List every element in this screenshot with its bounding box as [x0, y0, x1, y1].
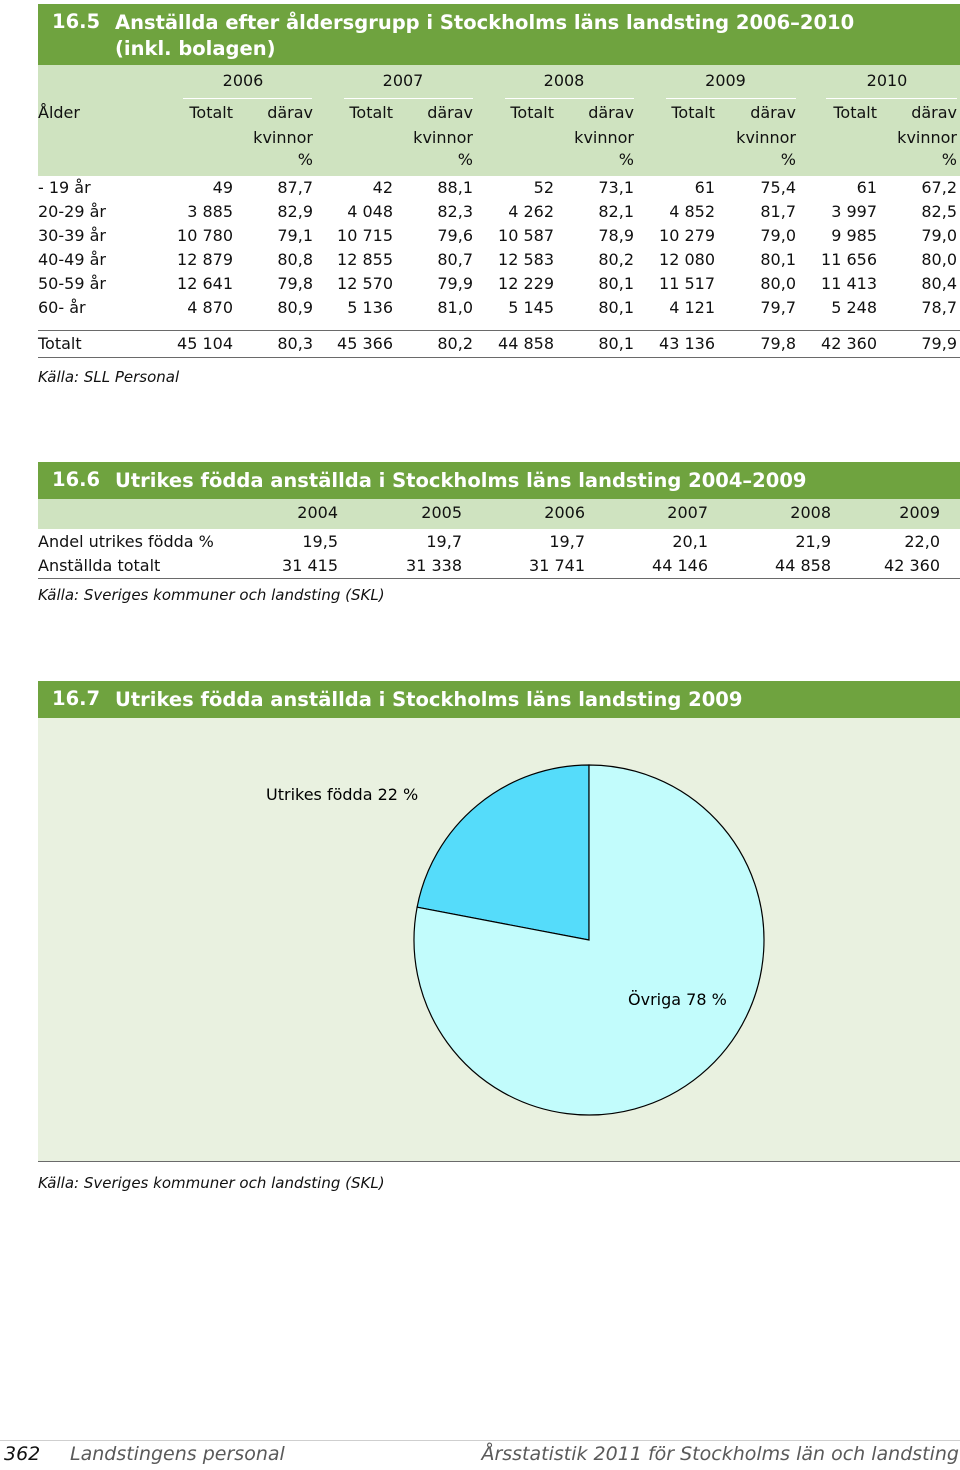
- row-age-label: - 19 år: [38, 178, 91, 197]
- table-cell: 31 741: [529, 556, 585, 575]
- year-header: 2005: [421, 503, 462, 522]
- table-cell: 12 855: [337, 250, 393, 269]
- pie-chart: [38, 718, 960, 1161]
- women-column-header: därav: [911, 103, 957, 122]
- row-age-label: 20-29 år: [38, 202, 106, 221]
- table-cell: 80,1: [598, 274, 634, 293]
- footer-right-text: Årsstatistik 2011 för Stockholms län och landsting: [481, 1443, 959, 1465]
- year-underline: [826, 98, 957, 99]
- women-column-header: därav: [267, 103, 313, 122]
- table-cell: 81,0: [437, 298, 473, 317]
- total-top-rule: [38, 330, 960, 331]
- total-bottom-rule: [38, 357, 960, 358]
- table-16-6-source: Källa: Sveriges kommuner och landsting (SKL): [38, 586, 385, 604]
- table-16-5-source: Källa: SLL Personal: [38, 368, 180, 386]
- women-column-header: därav: [588, 103, 634, 122]
- row-age-label: 60- år: [38, 298, 86, 317]
- total-row-label: Totalt: [38, 334, 82, 353]
- table-cell: 11 656: [821, 250, 877, 269]
- table-cell: 3 997: [831, 202, 877, 221]
- table-cell: 19,7: [549, 532, 585, 551]
- table-cell: 79,0: [921, 226, 957, 245]
- table-cell: 80,0: [921, 250, 957, 269]
- year-header: 2006: [222, 71, 264, 90]
- table-cell: 5 145: [508, 298, 554, 317]
- table-cell: 82,3: [437, 202, 473, 221]
- percent-column-header: %: [780, 150, 796, 169]
- age-column-header: Ålder: [38, 103, 80, 122]
- table-cell: 44 858: [775, 556, 831, 575]
- total-row-cell: 45 366: [337, 334, 393, 353]
- table-cell: 3 885: [187, 202, 233, 221]
- year-header: 2007: [382, 71, 424, 90]
- table-cell: 10 715: [337, 226, 393, 245]
- year-header: 2010: [866, 71, 908, 90]
- table-cell: 82,9: [277, 202, 313, 221]
- women-column-header-sub: kvinnor: [897, 128, 957, 147]
- section-16-6-title-bar: [38, 462, 960, 499]
- year-header: 2009: [899, 503, 940, 522]
- table-cell: 10 587: [498, 226, 554, 245]
- table-cell: 80,2: [598, 250, 634, 269]
- table-cell: 4 121: [669, 298, 715, 317]
- table-cell: 80,9: [277, 298, 313, 317]
- table-cell: 42: [372, 178, 393, 197]
- table-cell: 19,5: [302, 532, 338, 551]
- row-age-label: 50-59 år: [38, 274, 106, 293]
- total-row-cell: 42 360: [821, 334, 877, 353]
- total-column-header: Totalt: [510, 103, 554, 122]
- table-cell: 11 517: [659, 274, 715, 293]
- table-cell: 87,7: [277, 178, 313, 197]
- section-number: 16.5: [52, 10, 101, 33]
- section-number: 16.6: [52, 468, 101, 491]
- table-cell: 82,5: [921, 202, 957, 221]
- table-cell: 10 780: [177, 226, 233, 245]
- women-column-header-sub: kvinnor: [253, 128, 313, 147]
- total-row-cell: 80,2: [437, 334, 473, 353]
- women-column-header-sub: kvinnor: [574, 128, 634, 147]
- table-cell: 73,1: [598, 178, 634, 197]
- women-column-header-sub: kvinnor: [736, 128, 796, 147]
- table-cell: 78,7: [921, 298, 957, 317]
- table-cell: 79,6: [437, 226, 473, 245]
- section-title-line1: Anställda efter åldersgrupp i Stockholms läns landsting 2006–2010: [115, 11, 855, 34]
- table-cell: 80,4: [921, 274, 957, 293]
- total-row-cell: 44 858: [498, 334, 554, 353]
- total-column-header: Totalt: [833, 103, 877, 122]
- percent-column-header: %: [297, 150, 313, 169]
- section-title: [115, 10, 854, 62]
- table-cell: 44 146: [652, 556, 708, 575]
- total-row-cell: 79,8: [760, 334, 796, 353]
- table-cell: 11 413: [821, 274, 877, 293]
- table-cell: 12 080: [659, 250, 715, 269]
- table-cell: 5 136: [347, 298, 393, 317]
- table-cell: 4 048: [347, 202, 393, 221]
- table-cell: 79,7: [760, 298, 796, 317]
- table-cell: 80,1: [760, 250, 796, 269]
- table-cell: 67,2: [921, 178, 957, 197]
- table-cell: 31 338: [406, 556, 462, 575]
- section-16-5-title-bar: [38, 4, 960, 65]
- year-header: 2008: [543, 71, 585, 90]
- row-age-label: 40-49 år: [38, 250, 106, 269]
- table-cell: 80,7: [437, 250, 473, 269]
- women-column-header: därav: [750, 103, 796, 122]
- row-label: Andel utrikes födda %: [38, 532, 214, 551]
- table-cell: 79,0: [760, 226, 796, 245]
- year-underline: [344, 98, 473, 99]
- table-cell: 10 279: [659, 226, 715, 245]
- section-title: Utrikes födda anställda i Stockholms läns landsting 2004–2009: [115, 469, 807, 492]
- section-title-line2: (inkl. bolagen): [115, 37, 276, 60]
- table-cell: 61: [694, 178, 715, 197]
- total-column-header: Totalt: [349, 103, 393, 122]
- total-row-cell: 80,3: [277, 334, 313, 353]
- year-underline: [666, 98, 796, 99]
- table-cell: 12 570: [337, 274, 393, 293]
- year-header: 2006: [544, 503, 585, 522]
- total-row-cell: 80,1: [598, 334, 634, 353]
- table-cell: 79,9: [437, 274, 473, 293]
- table-cell: 52: [533, 178, 554, 197]
- total-row-cell: 43 136: [659, 334, 715, 353]
- table-cell: 4 262: [508, 202, 554, 221]
- chart-bottom-rule: [38, 1161, 960, 1162]
- women-column-header-sub: kvinnor: [413, 128, 473, 147]
- table-cell: 82,1: [598, 202, 634, 221]
- page-number: 362: [4, 1443, 41, 1465]
- table-cell: 12 641: [177, 274, 233, 293]
- table-cell: 12 879: [177, 250, 233, 269]
- table-cell: 75,4: [760, 178, 796, 197]
- table-cell: 4 870: [187, 298, 233, 317]
- table-cell: 12 583: [498, 250, 554, 269]
- year-underline: [183, 98, 312, 99]
- table-cell: 21,9: [795, 532, 831, 551]
- table-cell: 22,0: [904, 532, 940, 551]
- total-row-cell: 79,9: [921, 334, 957, 353]
- table-cell: 19,7: [426, 532, 462, 551]
- table-cell: 31 415: [282, 556, 338, 575]
- footer-rule: [0, 1440, 960, 1441]
- table-cell: 80,8: [277, 250, 313, 269]
- table-cell: 80,1: [598, 298, 634, 317]
- percent-column-header: %: [941, 150, 957, 169]
- table-cell: 81,7: [760, 202, 796, 221]
- total-column-header: Totalt: [189, 103, 233, 122]
- table-cell: 79,8: [277, 274, 313, 293]
- chart-source: Källa: Sveriges kommuner och landsting (SKL): [38, 1174, 385, 1192]
- year-header: 2009: [705, 71, 746, 90]
- table-cell: 20,1: [672, 532, 708, 551]
- table-cell: 49: [212, 178, 233, 197]
- row-label: Anställda totalt: [38, 556, 161, 575]
- year-header: 2008: [790, 503, 831, 522]
- table-cell: 12 229: [498, 274, 554, 293]
- pie-label-0: Utrikes födda 22 %: [266, 785, 419, 804]
- table-cell: 88,1: [437, 178, 473, 197]
- table-cell: 61: [856, 178, 877, 197]
- table-cell: 79,1: [277, 226, 313, 245]
- table-cell: 78,9: [598, 226, 634, 245]
- table-16-6-bottom-rule: [38, 578, 960, 579]
- row-age-label: 30-39 år: [38, 226, 106, 245]
- table-cell: 5 248: [831, 298, 877, 317]
- percent-column-header: %: [618, 150, 634, 169]
- year-header: 2007: [667, 503, 708, 522]
- section-16-7-title-bar: [38, 681, 960, 718]
- section-title: Utrikes födda anställda i Stockholms läns landsting 2009: [115, 688, 743, 711]
- pie-label-1: Övriga 78 %: [628, 990, 727, 1009]
- table-cell: 80,0: [760, 274, 796, 293]
- percent-column-header: %: [457, 150, 473, 169]
- total-row-cell: 45 104: [177, 334, 233, 353]
- year-header: 2004: [297, 503, 338, 522]
- total-column-header: Totalt: [671, 103, 715, 122]
- table-cell: 4 852: [669, 202, 715, 221]
- year-underline: [505, 98, 634, 99]
- pie-chart-area: [38, 718, 960, 1161]
- women-column-header: därav: [427, 103, 473, 122]
- footer-left-text: Landstingens personal: [70, 1443, 285, 1465]
- table-cell: 42 360: [884, 556, 940, 575]
- section-number: 16.7: [52, 687, 101, 710]
- table-cell: 9 985: [831, 226, 877, 245]
